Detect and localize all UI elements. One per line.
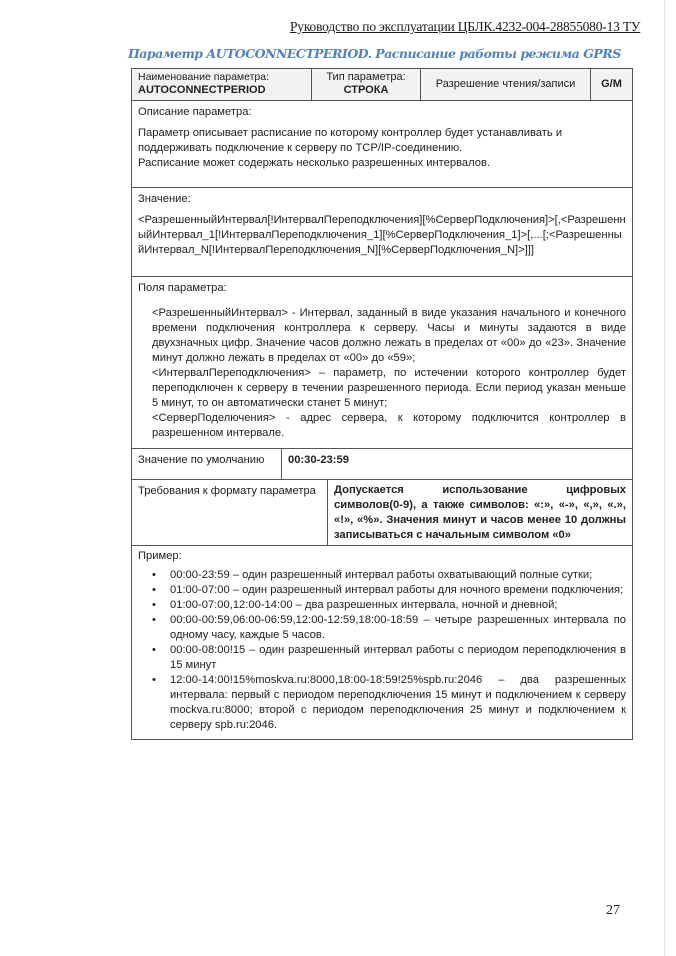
access-label-cell xyxy=(421,69,591,100)
example-item: • 01:00-07:00,12:00-14:00 – два разрешенных интервала, ночной и дневной; xyxy=(152,599,558,611)
param-name-label: Наименование параметра: xyxy=(138,71,270,83)
example-item: • 00:00-23:59 – один разрешенный интервал работы охватывающий полные сутки; xyxy=(152,569,593,581)
bullet-icon: • xyxy=(152,584,156,596)
fields-label: Поля параметра: xyxy=(138,282,227,294)
example-item: • 01:00-07:00 – один разрешенный интервал работы для ночного времени подключения; xyxy=(152,584,624,596)
description-line-1: Параметр описывает расписание по которому контроллер будет устанавливать и поддерживать подключение к серверу по TCP/IP-соединению. xyxy=(138,127,563,154)
field-connection-server: <СерверПоделючения> - адрес сервера, к которому подключится контроллер в разрешенном интервале. xyxy=(152,412,626,439)
description-row xyxy=(132,101,632,188)
page-number: 27 xyxy=(606,903,620,918)
bullet-icon: • xyxy=(152,674,156,686)
bullet-icon: • xyxy=(152,569,156,581)
format-requirements-text: Допускается использование цифровых символов(0-9), а также символов: «:», «-», «,», «.», «!», «%». Значения минут и часов менее 10 должны записываться с начальным символом «0» xyxy=(334,484,626,541)
param-type-label: Тип параметра: xyxy=(326,71,406,83)
example-item: • 00:00-08:00!15 – один разрешенный интервал работы с периодом переподключения в 15 минут xyxy=(152,644,626,671)
field-allowed-interval: <РазрешенныйИнтервал> - Интервал, заданный в виде указания начального и конечного времени подключения контроллера к серверу. Часы и минуты задаются в виде двухзначных цифр. Значение часов должно лежать в пределах от «00» до «23». Значение минут должно лежать в пределах от «00» до «59»; xyxy=(152,307,626,364)
example-item: • 12:00-14:00!15%moskva.ru:8000,18:00-18:59!25%spb.ru:2046 – два разрешенных интервала: первый с периодом переподключения 15 минут и подключением к серверу mockva.ru:8000; второй с периодом переподключения 25 минут и подключением к серверу spb.ru:2046. xyxy=(152,674,626,731)
parameter-table xyxy=(131,68,633,740)
access-value: G/M xyxy=(601,78,622,90)
bullet-icon: • xyxy=(152,644,156,656)
default-value-row xyxy=(132,449,632,480)
document-header: Руководство по эксплуатации ЦБЛК.4232-004-28855080-13 ТУ xyxy=(290,19,641,34)
access-value-cell xyxy=(591,69,632,100)
section-title: Параметр AUTOCONNECTPERIOD. Расписание работы режима GPRS xyxy=(128,46,621,61)
default-value: 00:30-23:59 xyxy=(288,454,349,466)
value-row xyxy=(132,188,632,277)
bullet-icon: • xyxy=(152,599,156,611)
fields-row xyxy=(132,277,632,449)
format-requirements-label: Требования к формату параметра xyxy=(132,480,328,545)
table-header-row xyxy=(132,69,632,101)
value-syntax: <РазрешенныйИнтервал[!ИнтервалПереподключения][%СерверПодключения]>[,<РазрешенныйИнтервал_1[!ИнтервалПереподключения_1][%СерверПодключения_1]>[,...[;<РазрешенныйИнтервал_N[!ИнтервалПереподключения_N][%СерверПодключения_N]>]]] xyxy=(138,214,626,256)
param-type-cell xyxy=(312,69,421,100)
field-reconnect-interval: <ИнтервалПереподключения> – параметр, по истечении которого контроллер будет переподключен к серверу в течении разрешенного периода. Если период указан меньше 5 минут, то он автоматически станет 5 минут; xyxy=(152,367,626,409)
bullet-icon: • xyxy=(152,614,156,626)
example-item: • 00:00-00:59,06:00-06:59,12:00-12:59,18:00-18:59 – четыре разрешенных интервала по одному часу, каждые 5 часов. xyxy=(152,614,626,641)
param-type-value: СТРОКА xyxy=(343,84,389,96)
param-name-cell xyxy=(132,69,312,100)
description-line-2: Расписание может содержать несколько разрешенных интервалов. xyxy=(138,157,491,169)
value-label: Значение: xyxy=(138,193,191,205)
access-label: Разрешение чтения/записи xyxy=(435,78,576,90)
format-requirements-row xyxy=(132,480,632,546)
fields-list xyxy=(132,306,632,451)
examples-row xyxy=(132,546,632,733)
param-name-value: AUTOCONNECTPERIOD xyxy=(138,84,266,96)
default-value-label: Значение по умолчанию xyxy=(132,449,282,479)
page-edge-divider xyxy=(664,0,665,956)
description-label: Описание параметра: xyxy=(138,106,252,118)
examples-list xyxy=(132,568,632,733)
examples-label: Пример: xyxy=(138,550,182,562)
